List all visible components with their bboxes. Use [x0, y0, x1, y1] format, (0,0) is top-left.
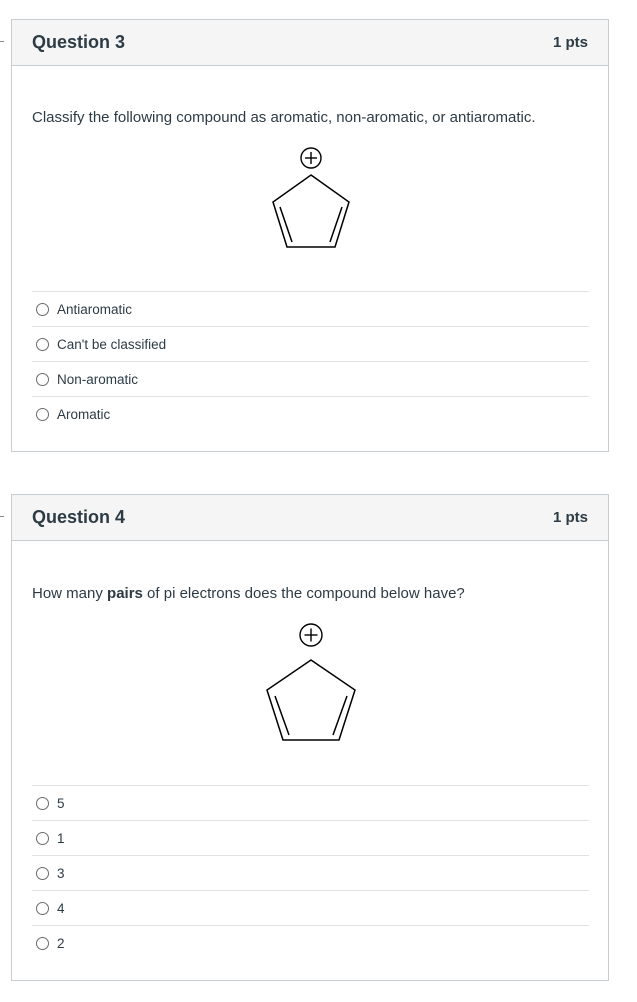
question-4-text-bold: pairs: [107, 585, 143, 602]
question-4-text: [32, 585, 465, 602]
radio-button[interactable]: [36, 937, 49, 950]
answer-option[interactable]: [32, 326, 589, 361]
question-4-text-start: How many: [32, 585, 108, 602]
cyclopentadienyl-cation-icon: [263, 622, 359, 744]
answer-option[interactable]: [32, 855, 589, 890]
answer-label: 2: [57, 935, 65, 951]
question-3-text: Classify the following compound as aromatic, non-aromatic, or antiaromatic.: [32, 109, 536, 126]
question-3-answers: [32, 291, 589, 431]
radio-button[interactable]: [36, 832, 49, 845]
question-4-points: 1 pts: [552, 509, 588, 526]
question-3-title: Question 3: [32, 32, 126, 52]
answer-label: 5: [57, 795, 65, 811]
answer-option[interactable]: [32, 396, 589, 431]
question-4-answers: [32, 785, 589, 960]
question-3-card: [11, 19, 609, 452]
answer-option[interactable]: [32, 291, 589, 326]
answer-option[interactable]: [32, 785, 589, 820]
radio-button[interactable]: [36, 902, 49, 915]
question-4-text-end: of pi electrons does the compound below have?: [142, 585, 465, 602]
edge-marker: [0, 516, 4, 517]
answer-label: Aromatic: [57, 406, 111, 422]
answer-label: Can't be classified: [57, 336, 167, 352]
answer-option[interactable]: [32, 820, 589, 855]
question-4-header: [12, 495, 608, 541]
answer-label: 3: [57, 865, 65, 881]
radio-button[interactable]: [36, 373, 49, 386]
question-4-title: Question 4: [32, 507, 126, 527]
answer-label: Non-aromatic: [57, 371, 139, 387]
question-4-card: [11, 494, 609, 981]
answer-label: Antiaromatic: [57, 301, 133, 317]
edge-marker: [0, 41, 4, 42]
cyclopentadienyl-cation-icon: [269, 146, 355, 252]
radio-button[interactable]: [36, 303, 49, 316]
radio-button[interactable]: [36, 867, 49, 880]
answer-label: 4: [57, 900, 65, 916]
radio-button[interactable]: [36, 408, 49, 421]
answer-option[interactable]: [32, 890, 589, 925]
answer-option[interactable]: [32, 925, 589, 960]
radio-button[interactable]: [36, 338, 49, 351]
question-3-header: [12, 20, 608, 66]
answer-option[interactable]: [32, 361, 589, 396]
answer-label: 1: [57, 830, 65, 846]
question-3-points: 1 pts: [552, 34, 588, 51]
radio-button[interactable]: [36, 797, 49, 810]
